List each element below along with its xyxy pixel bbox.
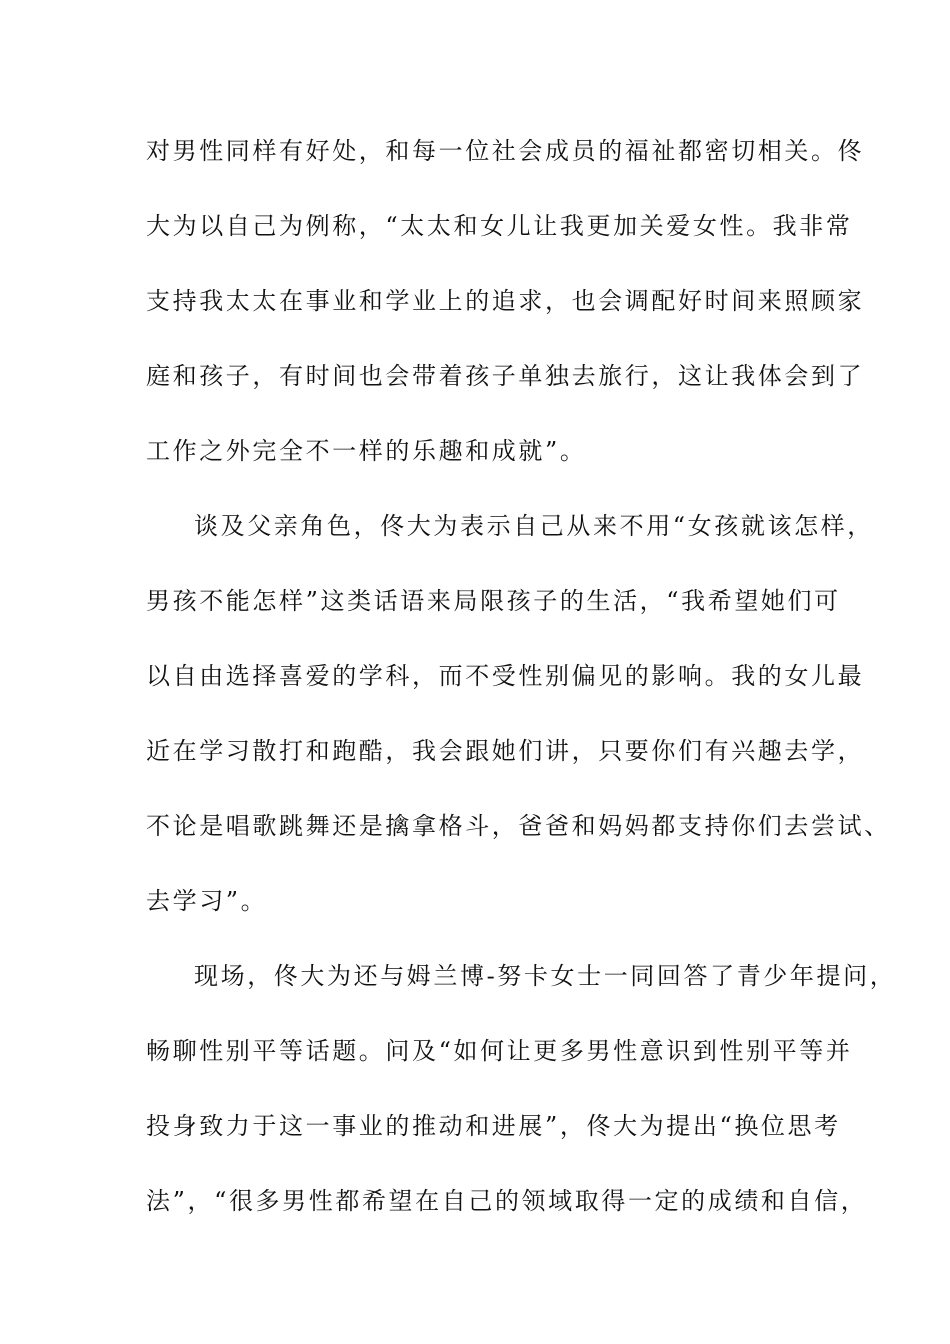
text-line-paragraph-start: 谈及父亲角色，佟大为表示自己从来不用“女孩就该怎样， <box>194 512 874 540</box>
text-line: 近在学习散打和跑酷，我会跟她们讲，只要你们有兴趣去学， <box>146 737 865 765</box>
text-line: 工作之外完全不一样的乐趣和成就”。 <box>146 437 587 465</box>
text-line: 大为以自己为例称，“太太和女儿让我更加关爱女性。我非常 <box>146 212 853 240</box>
text-line: 支持我太太在事业和学业上的追求，也会调配好时间来照顾家 <box>146 287 865 315</box>
text-line: 不论是唱歌跳舞还是擒拿格斗，爸爸和妈妈都支持你们去尝试、 <box>146 812 891 840</box>
text-line: 庭和孩子，有时间也会带着孩子单独去旅行，这让我体会到了 <box>146 362 865 390</box>
text-line: 男孩不能怎样”这类话语来局限孩子的生活，“我希望她们可 <box>146 587 841 615</box>
text-line: 法”，“很多男性都希望在自己的领域取得一定的成绩和自信， <box>146 1187 868 1215</box>
text-line: 去学习”。 <box>146 887 268 915</box>
text-line: 投身致力于这一事业的推动和进展”，佟大为提出“换位思考 <box>146 1112 841 1140</box>
text-line: 畅聊性别平等话题。问及“如何让更多男性意识到性别平等并 <box>146 1037 853 1065</box>
text-line: 以自由选择喜爱的学科，而不受性别偏见的影响。我的女儿最 <box>146 662 865 690</box>
text-line-paragraph-start: 现场，佟大为还与姆兰博-努卡女士一同回答了青少年提问， <box>194 962 897 990</box>
text-line: 对男性同样有好处，和每一位社会成员的福祉都密切相关。佟 <box>146 137 865 165</box>
